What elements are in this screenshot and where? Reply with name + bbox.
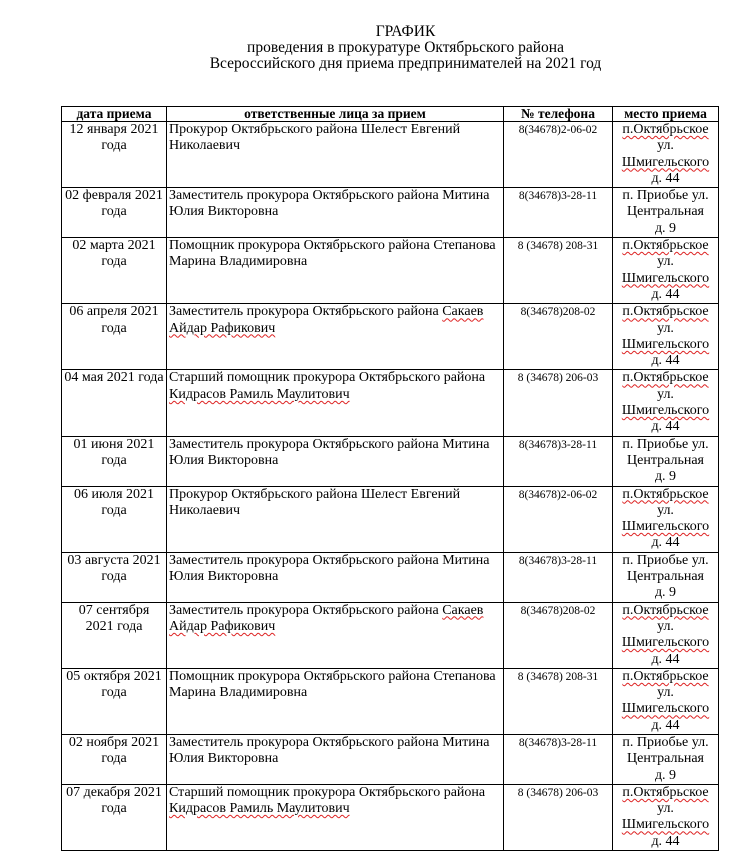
person-name-marked: Сакаев Айдар Рафикович — [169, 602, 484, 634]
person-name: Степанова Марина Владимировна — [169, 238, 496, 270]
phone-cell: 8(34678)3-28-11 — [504, 436, 613, 486]
date-cell: 04 мая 2021 года — [62, 370, 167, 436]
title-line-2: проведения в прокуратуре Октябрьского района — [247, 39, 564, 56]
position-text: Заместитель прокурора Октябрьского района — [169, 436, 439, 452]
place-line: Центральная — [627, 204, 704, 220]
date-cell: 02 февраля 2021 года — [62, 188, 167, 238]
place-line: ул. — [657, 801, 674, 817]
place-line: ул. — [657, 138, 674, 154]
place-cell — [613, 370, 719, 436]
place-line: д. 44 — [651, 717, 680, 733]
person-name: Шелест Евгений Николаевич — [169, 122, 461, 154]
date-cell: 06 апреля 2021 года — [62, 304, 167, 370]
place-line: п.Октябрьское — [622, 784, 709, 800]
place-line: п.Октябрьское — [622, 238, 709, 254]
place-line: ул. — [657, 320, 674, 336]
place-cell — [613, 552, 719, 602]
person-name-marked: Кидрасов Рамиль Маулитович — [169, 386, 350, 402]
person-name: Степанова Марина Владимировна — [169, 668, 496, 701]
responsible-cell — [167, 370, 504, 436]
date-cell: 12 января 2021 года — [62, 122, 167, 188]
place-line: п. Приобье ул. — [622, 552, 709, 568]
place-line: д. 9 — [654, 469, 677, 485]
place-cell — [613, 486, 719, 552]
date-cell: 07 декабря 2021 года — [62, 784, 167, 850]
date-cell: 07 сентября 2021 года — [62, 602, 167, 668]
phone-cell: 8 (34678) 208-31 — [504, 238, 613, 304]
place-cell — [613, 668, 719, 734]
phone-cell: 8(34678)2-06-02 — [504, 122, 613, 188]
phone-cell: 8 (34678) 206-03 — [504, 370, 613, 436]
place-cell — [613, 238, 719, 304]
table-row — [62, 486, 719, 552]
phone-cell: 8(34678)208-02 — [504, 304, 613, 370]
table-row — [62, 304, 719, 370]
table-row — [62, 370, 719, 436]
header-responsible: ответственные лица за прием — [167, 107, 504, 122]
place-line: п.Октябрьское — [622, 486, 709, 502]
table-row — [62, 668, 719, 734]
place-cell — [613, 784, 719, 850]
phone-cell: 8(34678)3-28-11 — [504, 552, 613, 602]
phone-cell: 8(34678)2-06-02 — [504, 486, 613, 552]
position-text: Заместитель прокурора Октябрьского района — [169, 188, 439, 204]
place-line: д. 44 — [651, 651, 680, 667]
person-name: Митина Юлия Викторовна — [169, 436, 490, 468]
responsible-cell — [167, 436, 504, 486]
header-phone: № телефона — [504, 107, 613, 122]
place-line: п.Октябрьское — [622, 304, 709, 320]
header-date: дата приема — [62, 107, 167, 122]
place-line: Центральная — [627, 751, 704, 767]
place-line: Шмигельского — [621, 635, 710, 651]
responsible-cell — [167, 486, 504, 552]
position-text: Помощник прокурора Октябрьского района — [169, 238, 430, 254]
date-cell: 01 июня 2021 года — [62, 436, 167, 486]
place-line: д. 44 — [651, 535, 680, 551]
table-header-row — [62, 107, 719, 122]
title-line-1: ГРАФИК — [375, 23, 436, 40]
place-line: Центральная — [627, 569, 704, 585]
place-line: п. Приобье ул. — [622, 188, 709, 204]
responsible-cell — [167, 552, 504, 602]
document-title — [0, 24, 749, 72]
position-text: Заместитель прокурора Октябрьского района — [169, 602, 439, 618]
place-line: д. 9 — [654, 220, 677, 236]
position-text: Старший помощник прокурора Октябрьского района — [169, 784, 486, 800]
place-cell — [613, 602, 719, 668]
place-cell — [613, 734, 719, 784]
date-cell: 05 октября 2021 года — [62, 668, 167, 734]
place-cell — [613, 122, 719, 188]
position-text: Помощник прокурора Октябрьского района — [169, 668, 430, 684]
title-line-3: Всероссийского дня приема предпринимателей на 2021 год — [209, 55, 602, 72]
table-row — [62, 122, 719, 188]
place-line: д. 9 — [654, 767, 677, 783]
place-line: п.Октябрьское — [622, 668, 709, 684]
person-name: Митина Юлия Викторовна — [169, 552, 490, 585]
place-line: д. 44 — [651, 833, 680, 849]
place-line: Шмигельского — [621, 817, 710, 833]
table-row — [62, 602, 719, 668]
place-line: ул. — [657, 386, 674, 402]
place-line: ул. — [657, 685, 674, 701]
date-cell: 02 ноября 2021 года — [62, 734, 167, 784]
phone-cell: 8 (34678) 206-03 — [504, 784, 613, 850]
table-row — [62, 188, 719, 238]
place-line: Шмигельского — [621, 154, 710, 170]
person-name: Митина Юлия Викторовна — [169, 734, 490, 767]
place-cell — [613, 436, 719, 486]
date-cell: 06 июля 2021 года — [62, 486, 167, 552]
position-text: Заместитель прокурора Октябрьского района — [169, 552, 439, 568]
table-row — [62, 552, 719, 602]
place-line: Центральная — [627, 452, 704, 468]
responsible-cell — [167, 188, 504, 238]
date-cell: 03 августа 2021 года — [62, 552, 167, 602]
place-line: Шмигельского — [621, 519, 710, 535]
phone-cell: 8 (34678) 208-31 — [504, 668, 613, 734]
place-cell — [613, 304, 719, 370]
responsible-cell — [167, 734, 504, 784]
header-place: место приема — [613, 107, 719, 122]
place-line: п.Октябрьское — [622, 602, 709, 618]
responsible-cell — [167, 238, 504, 304]
position-text: Прокурор Октябрьского района — [169, 486, 358, 502]
place-line: ул. — [657, 502, 674, 518]
place-line: п. Приобье ул. — [622, 436, 709, 452]
position-text: Прокурор Октябрьского района — [169, 122, 358, 137]
place-line: п.Октябрьское — [622, 370, 709, 386]
position-text: Старший помощник прокурора Октябрьского района — [169, 370, 486, 386]
place-line: Шмигельского — [621, 403, 710, 419]
phone-cell: 8(34678)208-02 — [504, 602, 613, 668]
responsible-cell — [167, 122, 504, 188]
position-text: Заместитель прокурора Октябрьского района — [169, 304, 439, 320]
phone-cell: 8(34678)3-28-11 — [504, 734, 613, 784]
place-line: ул. — [657, 254, 674, 270]
place-line: д. 44 — [651, 170, 680, 186]
place-line: п. Приобье ул. — [622, 734, 709, 750]
place-line: Шмигельского — [621, 270, 710, 286]
person-name-marked: Сакаев Айдар Рафикович — [169, 304, 484, 336]
place-line: ул. — [657, 618, 674, 634]
person-name: Шелест Евгений Николаевич — [169, 486, 461, 518]
place-line: д. 44 — [651, 286, 680, 302]
responsible-cell — [167, 602, 504, 668]
person-name-marked: Кидрасов Рамиль Маулитович — [169, 801, 350, 817]
responsible-cell — [167, 784, 504, 850]
place-line: Шмигельского — [621, 336, 710, 352]
schedule-table — [61, 106, 719, 851]
position-text: Заместитель прокурора Октябрьского района — [169, 734, 439, 750]
table-row — [62, 784, 719, 850]
responsible-cell — [167, 668, 504, 734]
place-cell — [613, 188, 719, 238]
person-name: Митина Юлия Викторовна — [169, 188, 490, 220]
place-line: д. 9 — [654, 585, 677, 601]
table-row — [62, 436, 719, 486]
place-line: Шмигельского — [621, 701, 710, 717]
phone-cell: 8(34678)3-28-11 — [504, 188, 613, 238]
table-row — [62, 734, 719, 784]
responsible-cell — [167, 304, 504, 370]
place-line: п.Октябрьское — [622, 122, 709, 137]
place-line: д. 44 — [651, 419, 680, 435]
place-line: д. 44 — [651, 353, 680, 369]
table-row — [62, 238, 719, 304]
date-cell: 02 марта 2021 года — [62, 238, 167, 304]
